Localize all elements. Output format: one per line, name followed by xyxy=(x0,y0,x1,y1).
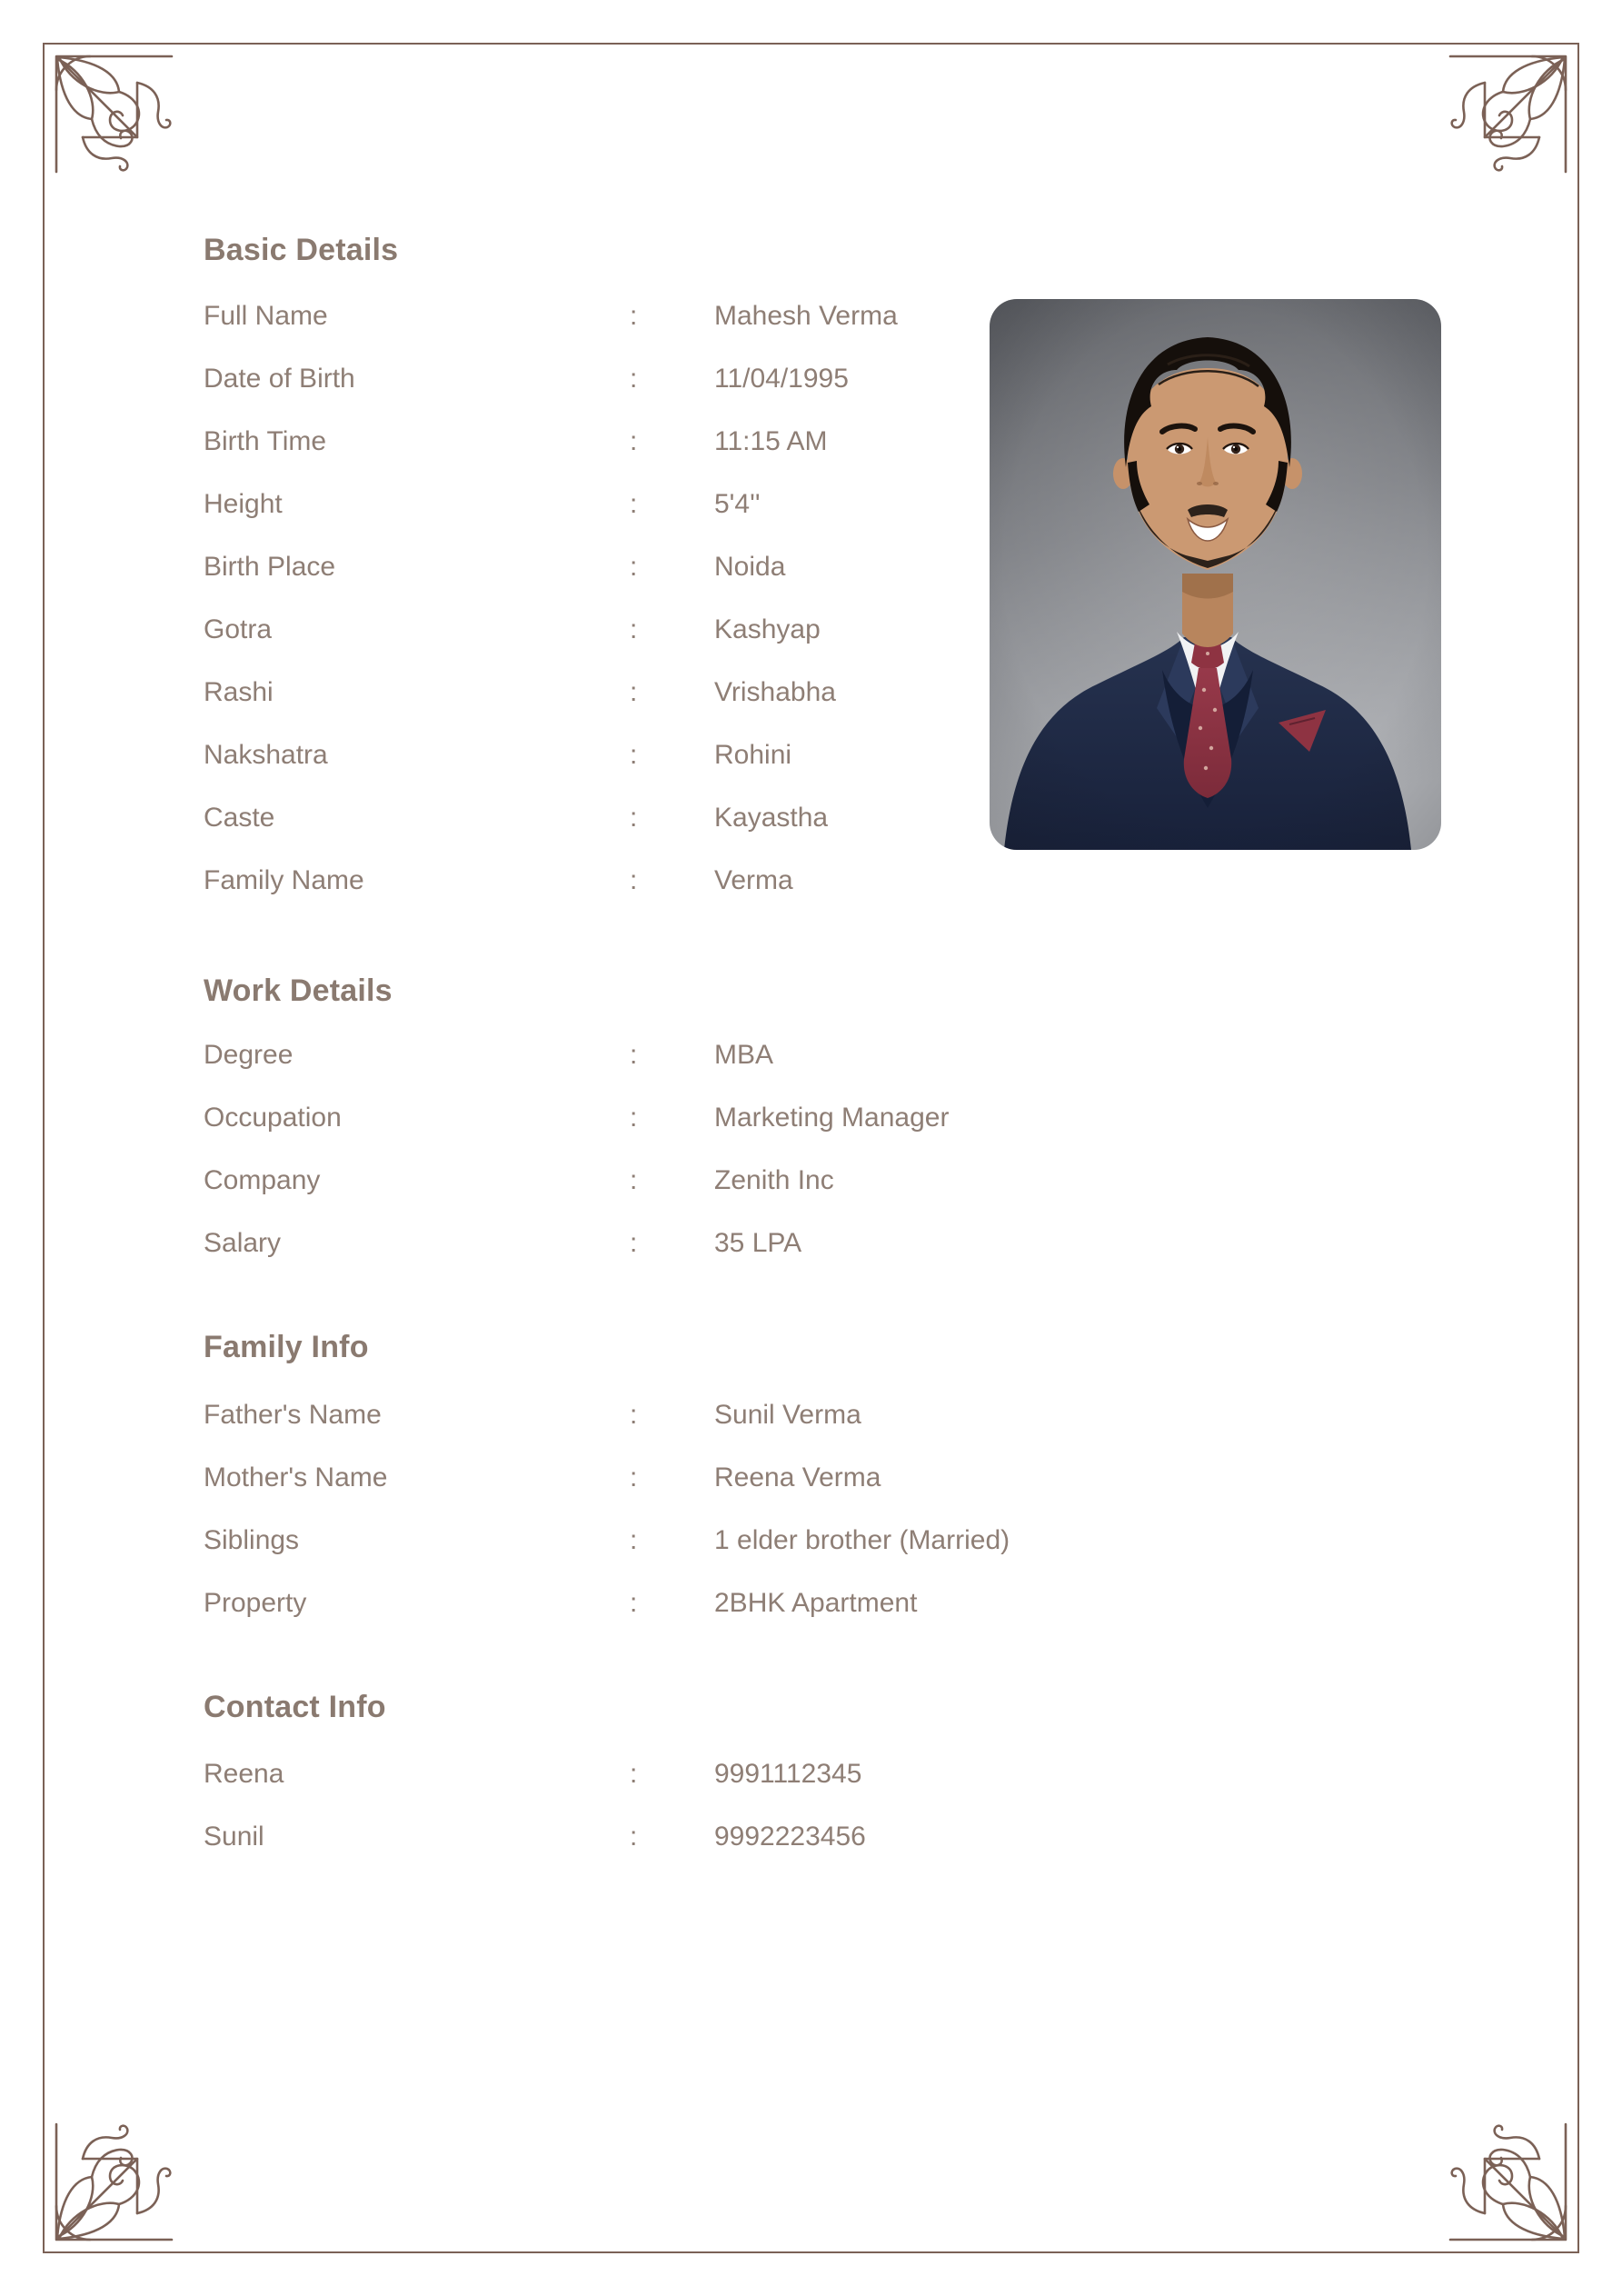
row-separator: : xyxy=(630,1227,638,1258)
row-value: Mahesh Verma xyxy=(714,300,898,331)
row-value: Noida xyxy=(714,551,786,582)
row-separator: : xyxy=(630,551,638,582)
row-value: 9992223456 xyxy=(714,1821,866,1852)
row-label: Caste xyxy=(204,802,275,833)
row-label: Property xyxy=(204,1587,307,1618)
row-label: Birth Time xyxy=(204,425,327,456)
section-family-info xyxy=(204,1327,1430,1634)
row-value: Kashyap xyxy=(714,614,821,644)
row-label: Nakshatra xyxy=(204,739,328,770)
row-value: 9991112345 xyxy=(714,1758,862,1789)
row-value: Vrishabha xyxy=(714,676,836,707)
row-value: Marketing Manager xyxy=(714,1102,950,1133)
row-separator: : xyxy=(630,614,638,644)
section-title-work-details: Work Details xyxy=(204,973,393,1008)
section-title-family-info: Family Info xyxy=(204,1330,369,1364)
section-title-basic-details: Basic Details xyxy=(204,233,399,267)
row-label: Reena xyxy=(204,1758,284,1789)
row-separator: : xyxy=(630,864,638,895)
row-label: Siblings xyxy=(204,1524,300,1555)
row-value: 2BHK Apartment xyxy=(714,1587,918,1618)
row-label: Gotra xyxy=(204,614,273,644)
row-mothers-name xyxy=(204,1446,1430,1509)
section-work-details xyxy=(204,971,1430,1274)
row-siblings xyxy=(204,1509,1430,1572)
row-occupation xyxy=(204,1086,1430,1149)
row-separator: : xyxy=(630,425,638,456)
row-separator: : xyxy=(630,1587,638,1618)
row-property xyxy=(204,1572,1430,1634)
row-label: Sunil xyxy=(204,1821,264,1852)
row-separator: : xyxy=(630,676,638,707)
work-details-rows xyxy=(204,1023,1430,1274)
row-value: 11:15 AM xyxy=(714,425,828,456)
row-label: Father's Name xyxy=(204,1399,382,1430)
profile-photo-illustration xyxy=(990,299,1441,850)
row-separator: : xyxy=(630,739,638,770)
row-separator: : xyxy=(630,1399,638,1430)
row-fathers-name xyxy=(204,1383,1430,1446)
row-value: Verma xyxy=(714,864,793,895)
row-label: Height xyxy=(204,488,283,519)
section-contact-info xyxy=(204,1687,1430,1868)
row-separator: : xyxy=(630,1102,638,1133)
row-label: Mother's Name xyxy=(204,1462,388,1492)
row-separator: : xyxy=(630,300,638,331)
profile-photo xyxy=(990,299,1441,850)
corner-ornament-bottom-right xyxy=(1448,2121,1579,2253)
corner-ornament-bottom-left xyxy=(43,2121,174,2253)
row-contact-reena xyxy=(204,1742,1430,1805)
row-label: Family Name xyxy=(204,864,364,895)
corner-ornament-top-right xyxy=(1448,43,1579,175)
row-value: Sunil Verma xyxy=(714,1399,861,1430)
row-label: Birth Place xyxy=(204,551,336,582)
row-label: Degree xyxy=(204,1039,294,1070)
row-value: Kayastha xyxy=(714,802,829,833)
family-info-rows xyxy=(204,1383,1430,1634)
row-label: Salary xyxy=(204,1227,282,1258)
row-separator: : xyxy=(630,1524,638,1555)
contact-info-rows xyxy=(204,1742,1430,1868)
row-value: Rohini xyxy=(714,739,792,770)
row-label: Company xyxy=(204,1164,321,1195)
row-value: Reena Verma xyxy=(714,1462,881,1492)
section-title-contact-info: Contact Info xyxy=(204,1690,386,1724)
row-label: Occupation xyxy=(204,1102,342,1133)
row-separator: : xyxy=(630,802,638,833)
row-separator: : xyxy=(630,1821,638,1852)
row-label: Full Name xyxy=(204,300,328,331)
row-separator: : xyxy=(630,1039,638,1070)
row-company xyxy=(204,1149,1430,1212)
row-value: MBA xyxy=(714,1039,774,1070)
row-value: 1 elder brother (Married) xyxy=(714,1524,1010,1555)
row-separator: : xyxy=(630,1758,638,1789)
row-value: 5'4'' xyxy=(714,488,761,519)
row-value: 35 LPA xyxy=(714,1227,802,1258)
row-separator: : xyxy=(630,363,638,394)
row-label: Date of Birth xyxy=(204,363,355,394)
row-value: 11/04/1995 xyxy=(714,363,849,394)
row-salary xyxy=(204,1212,1430,1274)
row-value: Zenith Inc xyxy=(714,1164,834,1195)
corner-ornament-top-left xyxy=(43,43,174,175)
row-contact-sunil xyxy=(204,1805,1430,1868)
row-label: Rashi xyxy=(204,676,274,707)
row-separator: : xyxy=(630,1164,638,1195)
row-separator: : xyxy=(630,488,638,519)
row-degree xyxy=(204,1023,1430,1086)
row-separator: : xyxy=(630,1462,638,1492)
row-family-name xyxy=(204,849,1430,912)
